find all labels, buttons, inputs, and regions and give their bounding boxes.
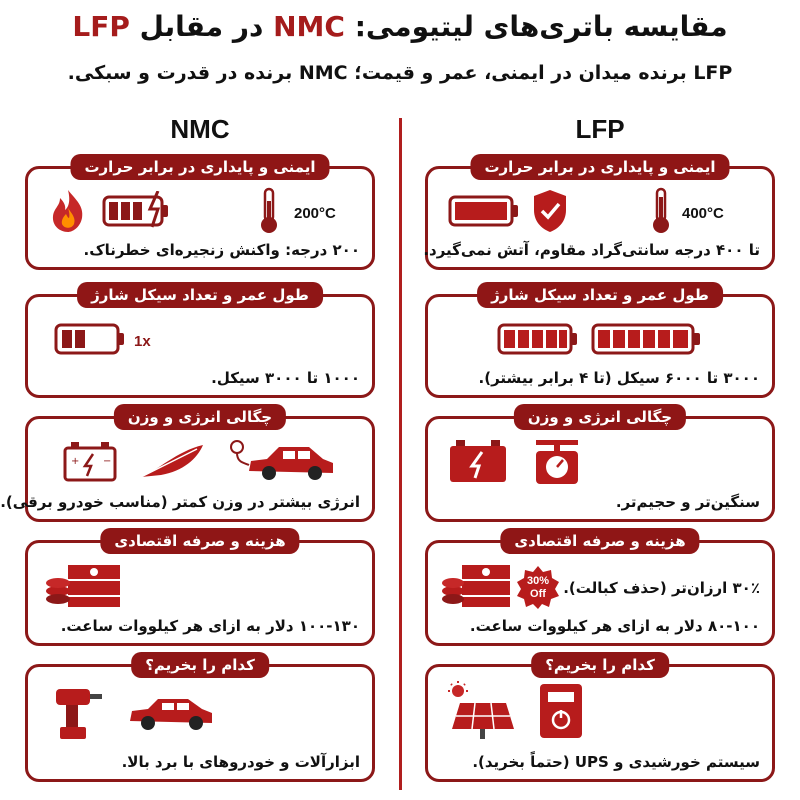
lfp-life-label: طول عمر و تعداد سیکل شارژ bbox=[477, 282, 723, 308]
battery-lightning-icon bbox=[102, 191, 174, 235]
svg-text:+: + bbox=[71, 456, 80, 467]
ups-icon bbox=[538, 682, 584, 744]
feather-icon bbox=[137, 441, 207, 485]
nmc-heading: NMC bbox=[170, 114, 230, 144]
thermometer-icon bbox=[258, 187, 280, 239]
nmc-density-desc: انرژی بیشتر در وزن کمتر (مناسب خودرو برقی). bbox=[0, 493, 360, 511]
lfp-life-card bbox=[425, 286, 775, 398]
lfp-heading: LFP bbox=[575, 114, 625, 144]
nmc-cost-label: هزینه و صرفه اقتصادی bbox=[100, 528, 299, 554]
battery-icon bbox=[448, 191, 520, 235]
nmc-safety-desc: ۲۰۰ درجه: واکنش زنجیره‌ای خطرناک. bbox=[83, 241, 360, 259]
lfp-buy-label: کدام را بخریم؟ bbox=[531, 652, 669, 678]
lfp-safety-desc: تا ۴۰۰ درجه سانتی‌گراد مقاوم، آتش نمی‌گیرد. bbox=[423, 241, 760, 259]
money-stack-icon bbox=[440, 561, 512, 613]
car-battery-icon bbox=[448, 438, 508, 488]
title-mid: در مقابل bbox=[129, 10, 274, 43]
nmc-temp-value: 200°C bbox=[294, 204, 336, 222]
discount-off: Off bbox=[530, 588, 546, 600]
battery-full-icon bbox=[497, 319, 579, 363]
fire-icon bbox=[48, 188, 88, 238]
page-title bbox=[0, 10, 800, 43]
nmc-safety-label: ایمنی و پایداری در برابر حرارت bbox=[70, 154, 329, 180]
lfp-density-card bbox=[425, 408, 775, 522]
lfp-cost-desc: ۸۰-۱۰۰ دلار به ازای هر کیلووات ساعت. bbox=[469, 617, 760, 635]
thermometer-icon bbox=[650, 187, 672, 239]
lfp-density-label: چگالی انرژی و وزن bbox=[514, 404, 686, 430]
drill-icon bbox=[54, 685, 104, 745]
title-lfp: LFP bbox=[72, 10, 130, 43]
battery-icon bbox=[54, 319, 126, 363]
lfp-life-desc: ۳۰۰۰ تا ۶۰۰۰ سیکل (تا ۴ برابر بیشتر). bbox=[478, 369, 760, 387]
money-stack-icon bbox=[44, 561, 124, 613]
nmc-safety-card bbox=[25, 158, 375, 270]
discount-badge-icon bbox=[516, 565, 560, 609]
title-nmc: NMC bbox=[273, 10, 345, 43]
car-battery-icon bbox=[63, 440, 117, 486]
lfp-buy-card bbox=[425, 656, 775, 782]
battery-full-icon bbox=[591, 319, 703, 363]
lfp-safety-card bbox=[423, 158, 775, 270]
nmc-density-card bbox=[0, 408, 375, 522]
nmc-life-label: طول عمر و تعداد سیکل شارژ bbox=[77, 282, 323, 308]
shield-check-icon bbox=[530, 188, 570, 238]
title-prefix: مقایسه باتری‌های لیتیومی: bbox=[344, 10, 728, 43]
nmc-buy-card bbox=[25, 656, 375, 782]
solar-panel-icon bbox=[444, 681, 516, 745]
nmc-life-desc: ۱۰۰۰ تا ۳۰۰۰ سیکل. bbox=[211, 369, 360, 387]
nmc-cost-card bbox=[25, 532, 375, 646]
lfp-temp-value: 400°C bbox=[682, 204, 724, 222]
lfp-cost-label: هزینه و صرفه اقتصادی bbox=[500, 528, 699, 554]
lfp-cost-card bbox=[425, 532, 775, 646]
lfp-safety-label: ایمنی و پایداری در برابر حرارت bbox=[470, 154, 729, 180]
page-subtitle: LFP برنده میدان در ایمنی، عمر و قیمت؛ NMC برنده در قدرت و سبکی. bbox=[67, 62, 733, 84]
car-icon bbox=[126, 693, 216, 737]
nmc-life-card bbox=[25, 286, 375, 398]
nmc-life-multiplier: 1x bbox=[134, 332, 151, 350]
scale-icon bbox=[532, 436, 582, 490]
nmc-buy-label: کدام را بخریم؟ bbox=[131, 652, 269, 678]
lfp-density-desc: سنگین‌تر و حجیم‌تر. bbox=[615, 493, 760, 511]
nmc-buy-desc: ابزارآلات و خودروهای با برد بالا. bbox=[121, 753, 360, 771]
electric-car-icon bbox=[227, 439, 337, 487]
discount-percent: 30% bbox=[526, 575, 550, 587]
nmc-cost-desc: ۱۰۰-۱۳۰ دلار به ازای هر کیلووات ساعت. bbox=[60, 617, 360, 635]
nmc-density-label: چگالی انرژی و وزن bbox=[114, 404, 286, 430]
svg-text:−: − bbox=[103, 456, 112, 467]
column-divider bbox=[399, 118, 402, 790]
lfp-buy-desc: سیستم خورشیدی و UPS (حتماً بخرید). bbox=[472, 753, 760, 771]
lfp-cost-side: ۳۰٪ ارزان‌تر (حذف کبالت). bbox=[563, 579, 760, 597]
